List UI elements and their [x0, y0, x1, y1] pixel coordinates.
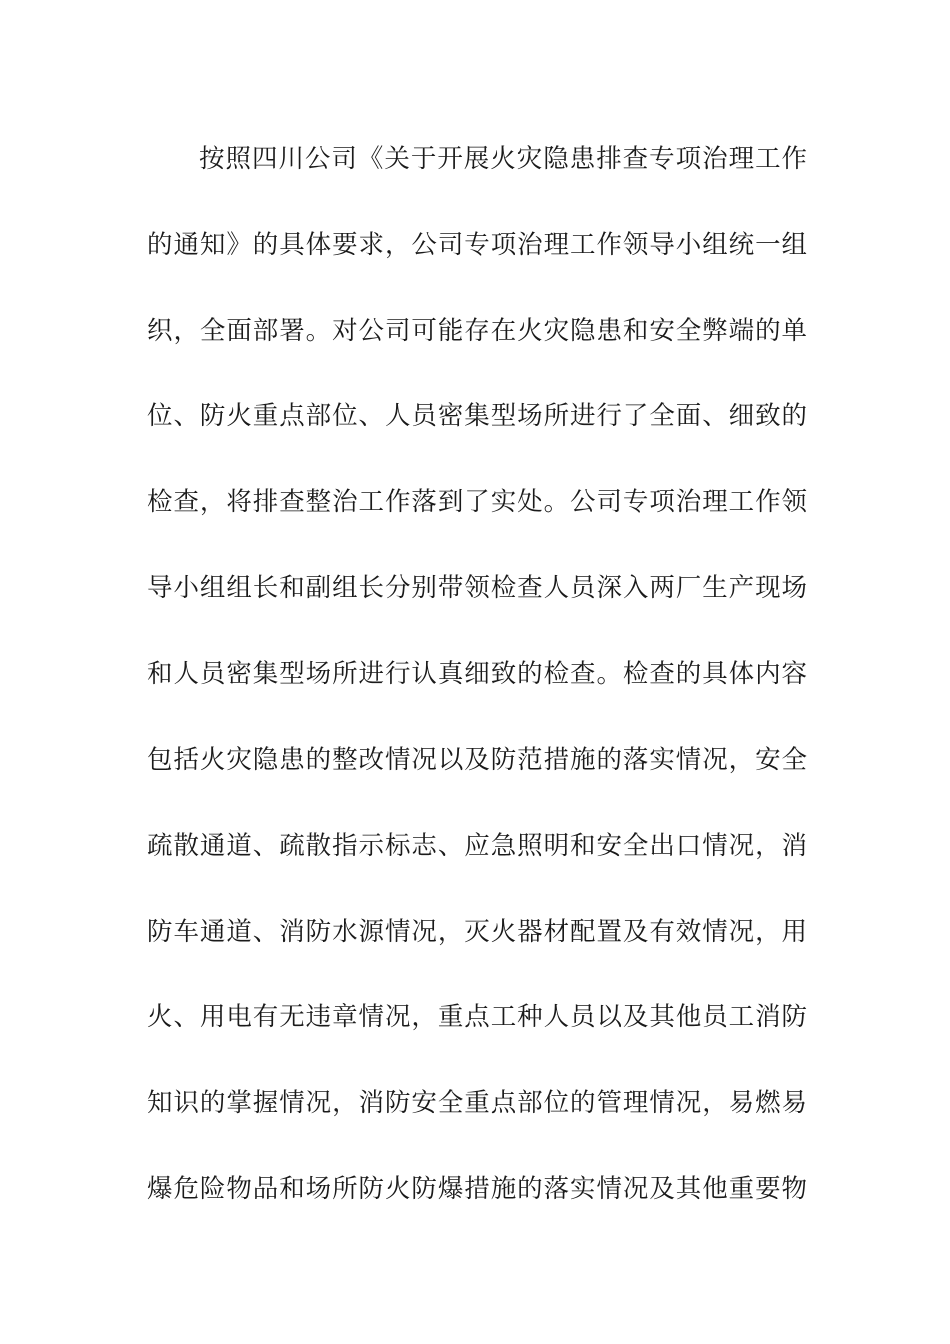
paragraph-line: 知识的掌握情况，消防安全重点部位的管理情况，易燃易 — [147, 1088, 809, 1118]
paragraph-line: 导小组组长和副组长分别带领检查人员深入两厂生产现场 — [147, 573, 809, 603]
paragraph-line: 疏散通道、疏散指示标志、应急照明和安全出口情况，消 — [147, 831, 809, 861]
paragraph-line: 爆危险物品和场所防火防爆措施的落实情况及其他重要物 — [147, 1174, 809, 1204]
paragraph-line: 火、用电有无违章情况，重点工种人员以及其他员工消防 — [147, 1002, 809, 1032]
paragraph-line: 检查，将排查整治工作落到了实处。公司专项治理工作领 — [147, 487, 809, 517]
paragraph-line: 防车通道、消防水源情况，灭火器材配置及有效情况，用 — [147, 917, 809, 947]
paragraph-line: 的通知》的具体要求，公司专项治理工作领导小组统一组 — [147, 230, 809, 260]
paragraph-line: 按照四川公司《关于开展火灾隐患排查专项治理工作 — [199, 144, 809, 174]
paragraph-line: 包括火灾隐患的整改情况以及防范措施的落实情况，安全 — [147, 745, 809, 775]
paragraph-line: 和人员密集型场所进行认真细致的检查。检查的具体内容 — [147, 659, 809, 689]
paragraph-line: 位、防火重点部位、人员密集型场所进行了全面、细致的 — [147, 401, 809, 431]
paragraph-line: 织，全面部署。对公司可能存在火灾隐患和安全弊端的单 — [147, 316, 809, 346]
